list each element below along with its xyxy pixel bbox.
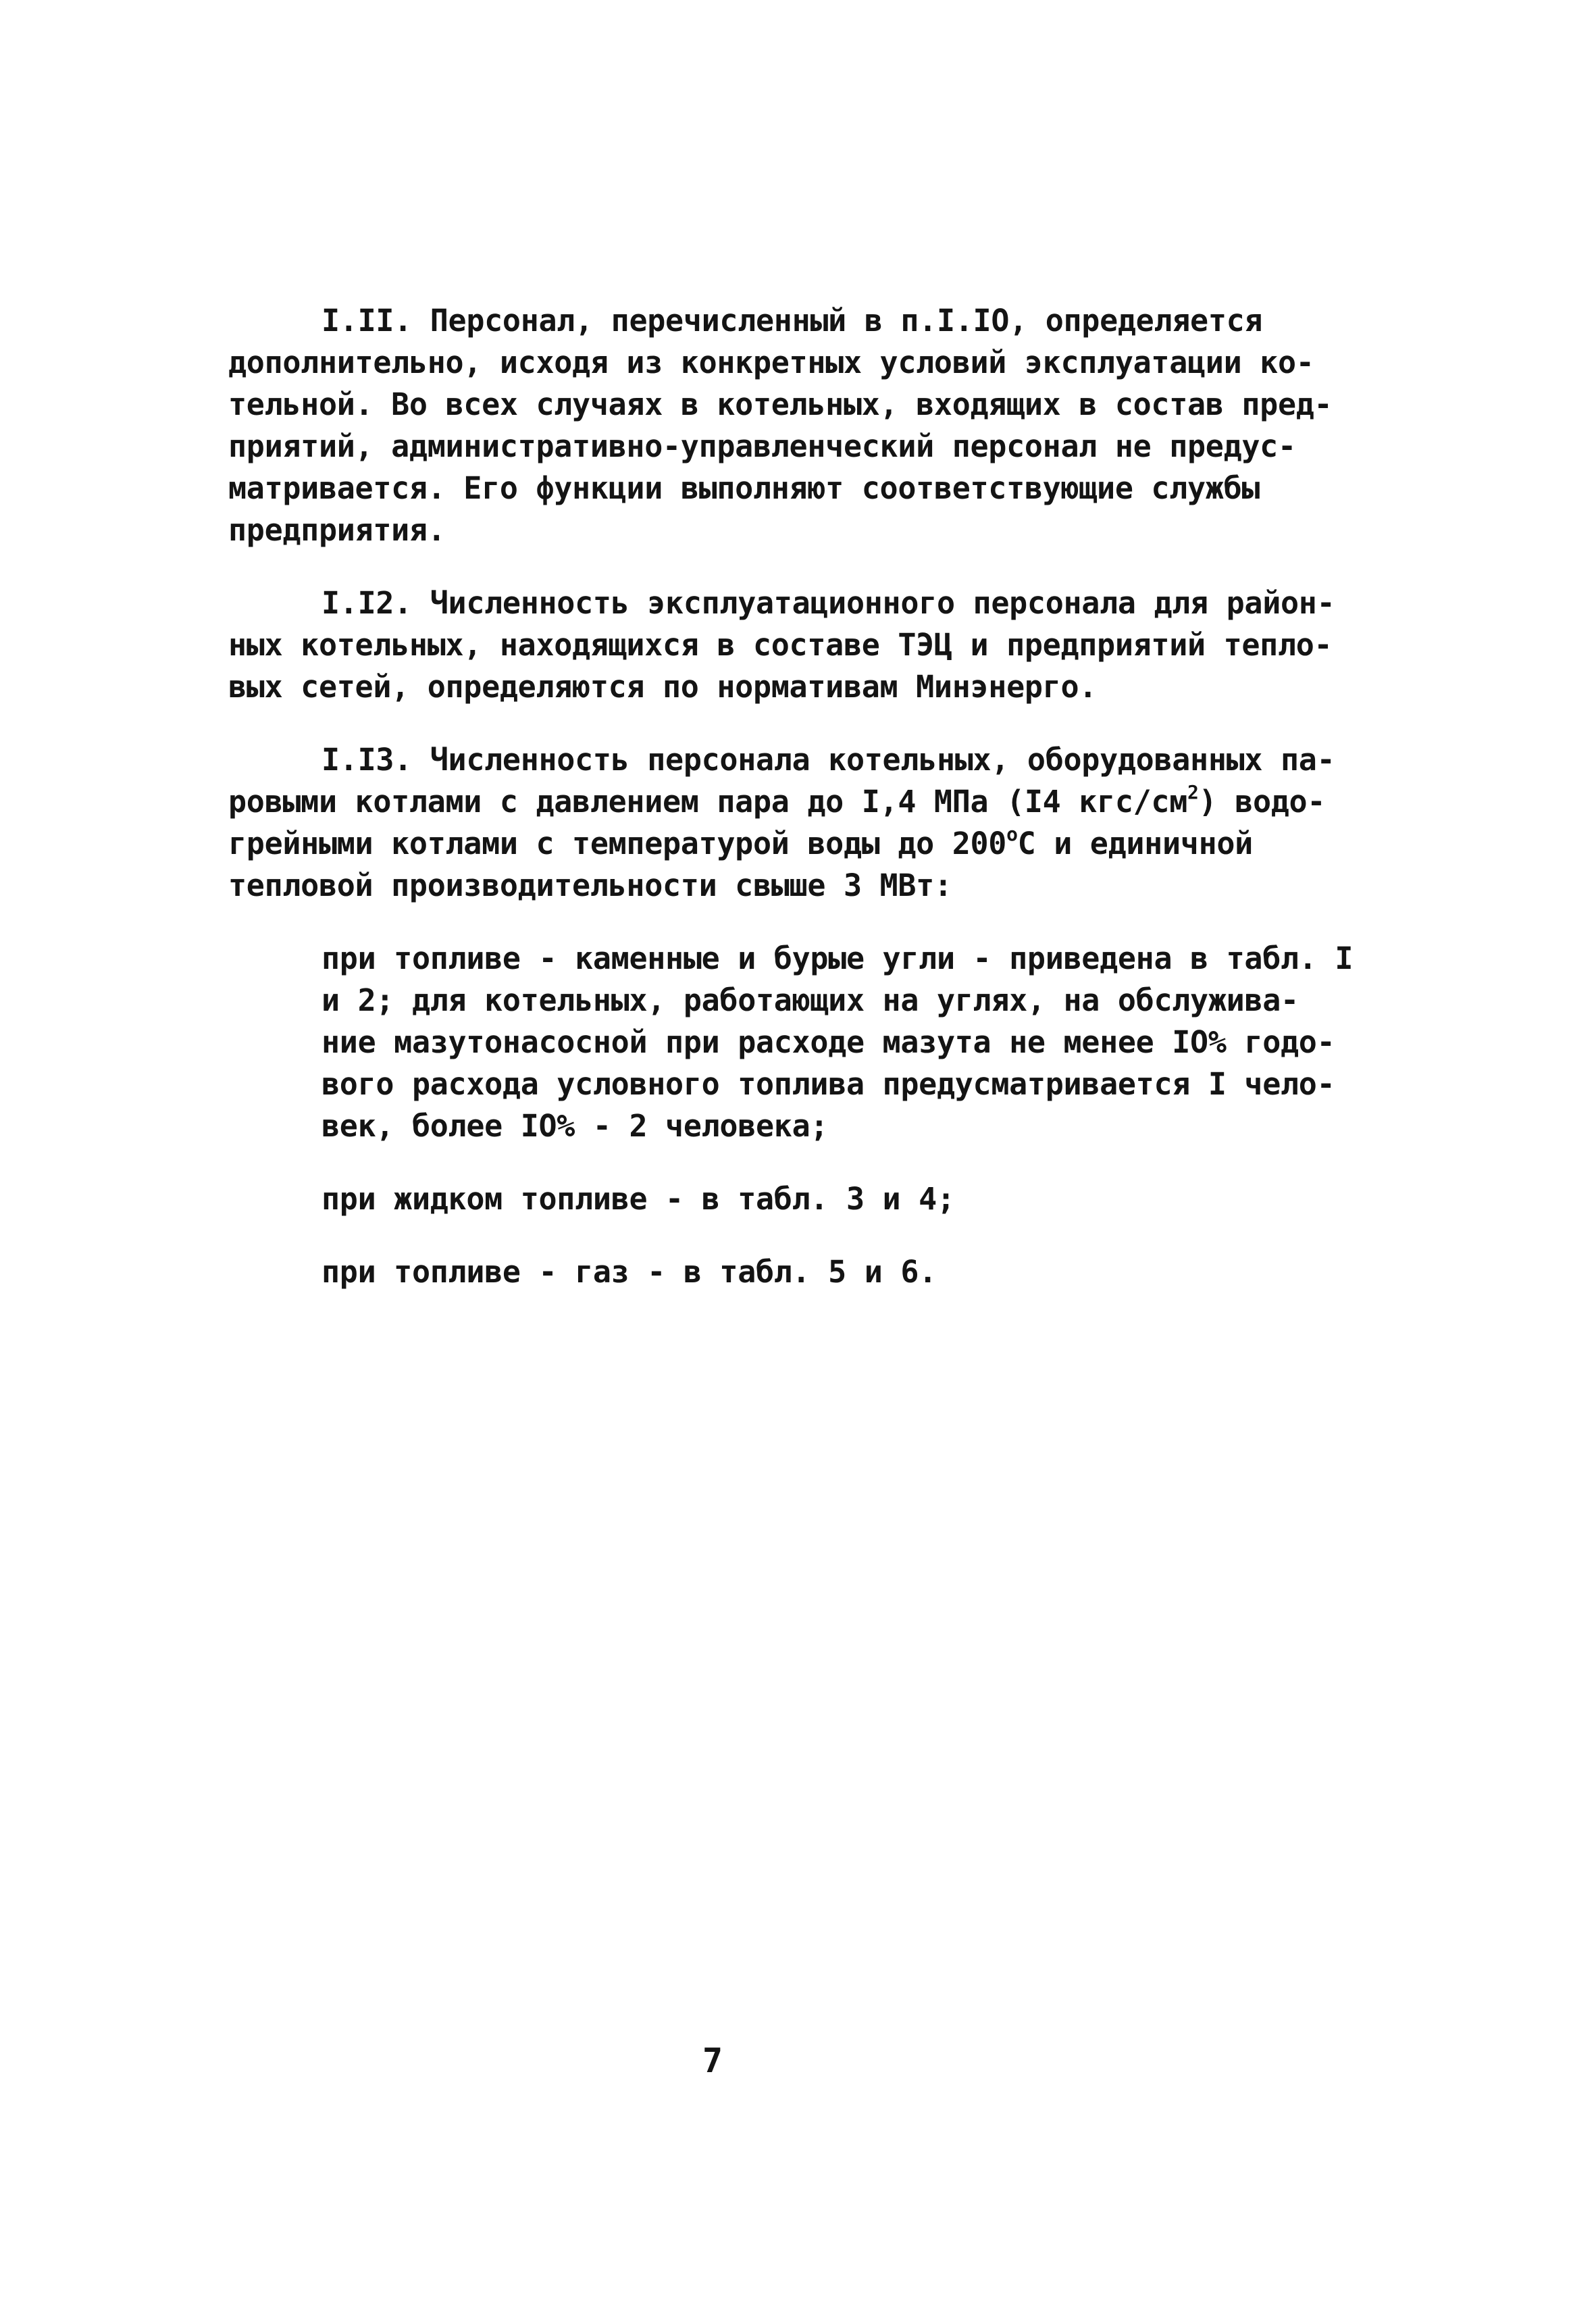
text-line: ных котельных, находящихся в составе ТЭЦ и предприятий тепло- [228, 627, 1333, 663]
text-line: предприятия. [228, 512, 446, 548]
text-line-part: грейными котлами с температурой воды до 200 [228, 826, 1007, 861]
text-line [228, 782, 1325, 822]
text-line: I.I2. Численность эксплуатационного персонала для район- [321, 585, 1335, 621]
text-line: тельной. Во всех случаях в котельных, входящих в состав пред- [228, 386, 1333, 422]
text-line-part: ) водо- [1198, 784, 1326, 820]
text-line: матривается. Его функции выполняют соответствующие службы [228, 470, 1260, 506]
text-line: дополнительно, исходя из конкретных условий эксплуатации ко- [228, 345, 1314, 380]
page-number: 7 [702, 2041, 723, 2080]
text-line-part: С и единичной [1017, 826, 1253, 861]
text-line: век, более IO% - 2 человека; [321, 1108, 829, 1144]
text-line: I.II. Персонал, перечисленный в п.I.IO, определяется [321, 303, 1263, 338]
text-line: при топливе - газ - в табл. 5 и 6. [321, 1254, 937, 1290]
text-line: вых сетей, определяются по нормативам Минэнерго. [228, 669, 1098, 705]
text-line: и 2; для котельных, работающих на углях, на обслужива- [321, 982, 1299, 1018]
text-line [228, 824, 1253, 864]
text-line: тепловой производительности свыше 3 МВт: [228, 867, 952, 903]
text-line: ние мазутонасосной при расходе мазута не менее IO% годо- [321, 1024, 1335, 1060]
text-line: I.I3. Численность персонала котельных, оборудованных па- [321, 742, 1335, 778]
text-line-part: ровыми котлами с давлением пара до I,4 МПа (I4 кгс/см [228, 784, 1187, 820]
superscript-square: 2 [1187, 781, 1199, 803]
text-line: при топливе - каменные и бурые угли - приведена в табл. I [321, 940, 1354, 976]
text-line: вого расхода условного топлива предусматривается I чело- [321, 1066, 1335, 1102]
text-line: при жидком топливе - в табл. 3 и 4; [321, 1181, 955, 1217]
superscript-degree: о [1006, 823, 1018, 845]
text-line: приятий, административно-управленческий персонал не предус- [228, 428, 1296, 464]
